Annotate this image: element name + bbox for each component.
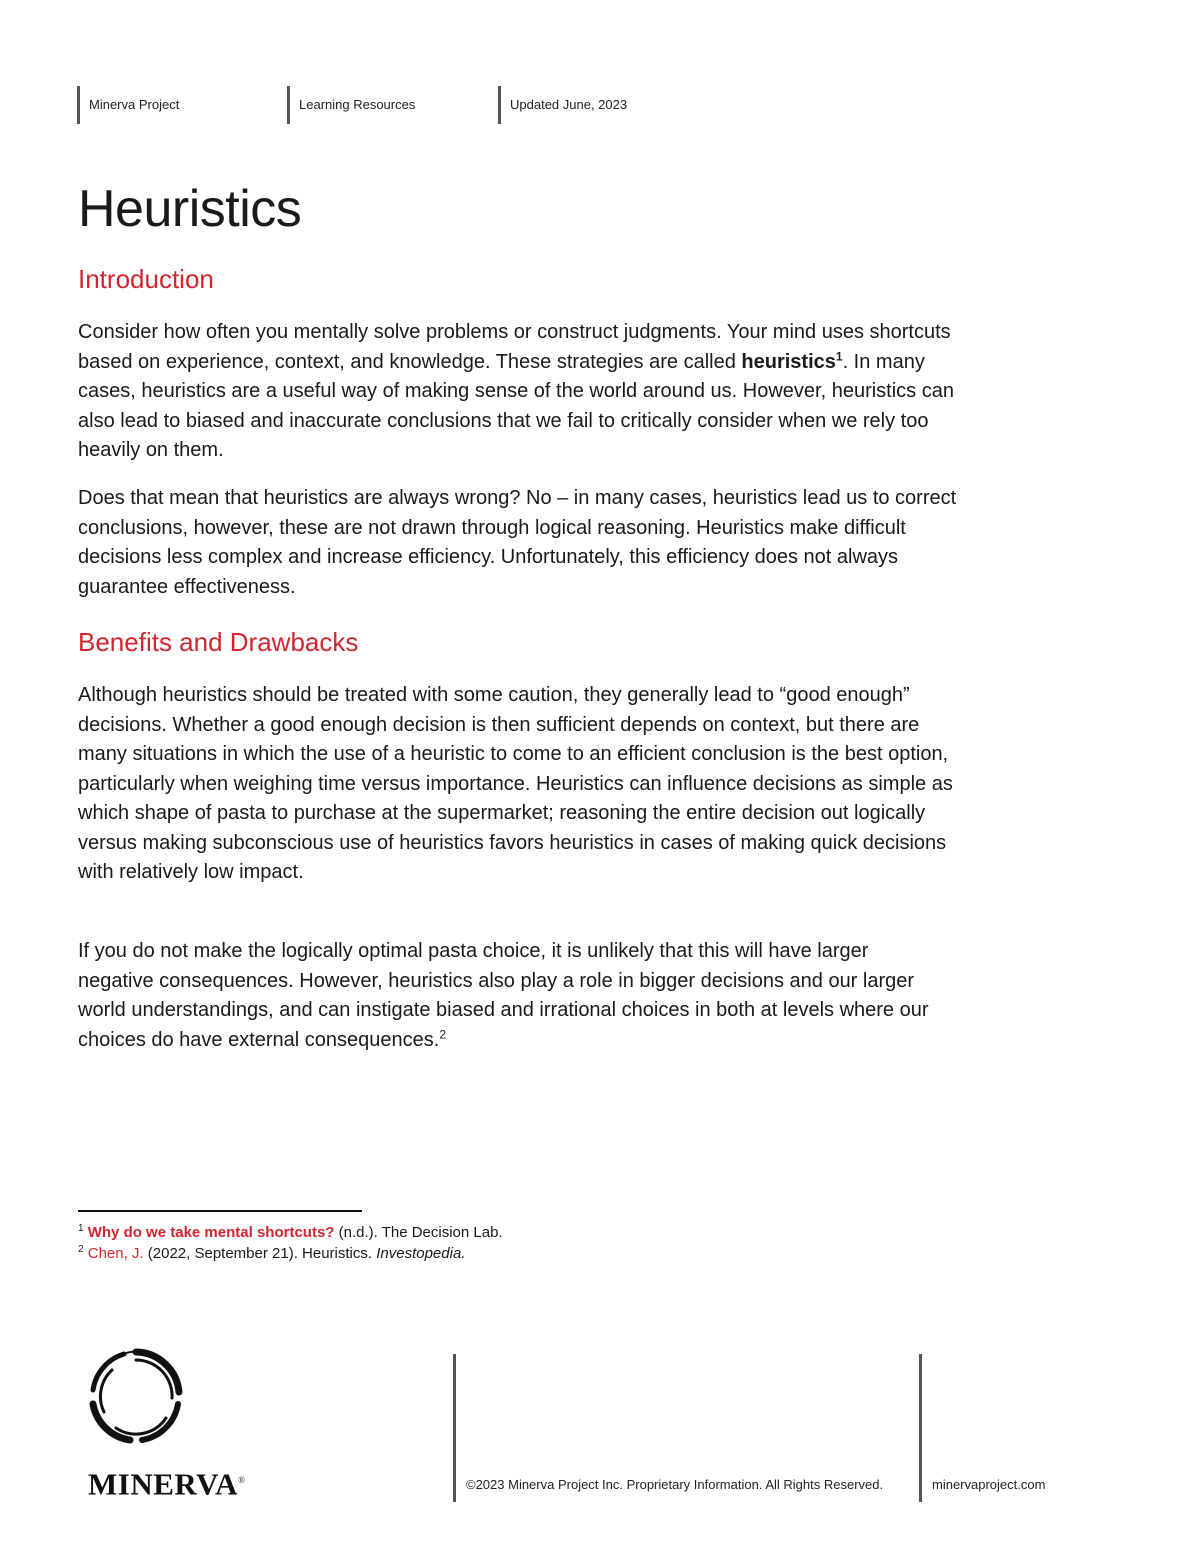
minerva-logo-mark-icon bbox=[86, 1346, 186, 1446]
footnote-2-rest: (2022, September 21). Heuristics. bbox=[143, 1245, 377, 1262]
intro-paragraph-1 bbox=[78, 318, 958, 466]
copyright-text: ©2023 Minerva Project Inc. Proprietary Information. All Rights Reserved. bbox=[466, 1477, 884, 1492]
logo-registered-mark: ® bbox=[237, 1475, 246, 1485]
footnote-1-link[interactable]: Why do we take mental shortcuts? bbox=[87, 1224, 335, 1241]
footnote-2-source: Investopedia. bbox=[376, 1245, 466, 1262]
heuristics-term: heuristics bbox=[741, 350, 836, 373]
section-heading-benefits: Benefits and Drawbacks bbox=[78, 627, 359, 657]
footer-website bbox=[919, 1354, 1139, 1502]
footnote-divider bbox=[78, 1210, 362, 1212]
website-link[interactable]: minervaproject.com bbox=[932, 1477, 1046, 1492]
footnote-1-number: 1 bbox=[78, 1223, 84, 1234]
logo-wordmark: MINERVA bbox=[88, 1466, 238, 1502]
benefits-p2-text: If you do not make the logically optimal pasta choice, it is unlikely that this will have larger negative consequences. However, heuristics also play a role in bigger decisions and our larger world understandings, and can instigate biased and irrational choices in both at levels where our choices do have external consequences. bbox=[78, 940, 929, 1051]
header-section bbox=[287, 86, 487, 124]
footer-copyright bbox=[453, 1354, 918, 1502]
intro-paragraph-2: Does that mean that heuristics are always wrong? No – in many cases, heuristics lead us to correct conclusions, however, these are not drawn through logical reasoning. Heuristics make difficult decisions less complex and increase efficiency. Unfortunately, this efficiency does not always guarantee effectiveness. bbox=[78, 487, 957, 598]
footnote-ref-1[interactable]: 1 bbox=[835, 348, 843, 363]
intro-p1-text: Consider how often you mentally solve problems or construct judgments. Your mind uses shortcuts based on experience, context, and knowledge. These strategies are called bbox=[78, 321, 951, 373]
intro-p1-after: . In many cases, heuristics are a useful way of making sense of the world around us. However, heuristics can also lead to biased and inaccurate conclusions that we fail to critically consider when we rely too heavily on them. bbox=[78, 350, 954, 461]
header-updated bbox=[498, 86, 698, 124]
footnote-2-number: 2 bbox=[78, 1244, 84, 1255]
page-title: Heuristics bbox=[78, 180, 302, 238]
header-section-label: Learning Resources bbox=[299, 97, 416, 112]
header-org-label: Minerva Project bbox=[89, 97, 180, 112]
footnote-1-rest: (n.d.). The Decision Lab. bbox=[334, 1224, 503, 1241]
minerva-logo-text bbox=[88, 1462, 245, 1502]
benefits-paragraph-1: Although heuristics should be treated with some caution, they generally lead to “good enough” decisions. Whether a good enough decision is then sufficient depends on context, but there are many situations in which the use of a heuristic to come to an efficient conclusion is the best option, particularly when weighing time versus importance. Heuristics can influence decisions as simple as which shape of pasta to purchase at the supermarket; reasoning the entire decision out logically versus making subconscious use of heuristics favors heuristics in cases of making quick decisions with relatively low impact. bbox=[78, 684, 953, 883]
benefits-paragraph-2 bbox=[78, 937, 948, 1055]
footnote-ref-2[interactable]: 2 bbox=[439, 1026, 447, 1041]
footnote-2 bbox=[78, 1244, 465, 1264]
header-updated-label: Updated June, 2023 bbox=[510, 97, 628, 112]
section-heading-introduction: Introduction bbox=[78, 264, 214, 294]
header-org bbox=[77, 86, 277, 124]
footnote-2-link[interactable]: Chen, J. bbox=[87, 1245, 144, 1262]
footnote-1 bbox=[78, 1223, 503, 1243]
